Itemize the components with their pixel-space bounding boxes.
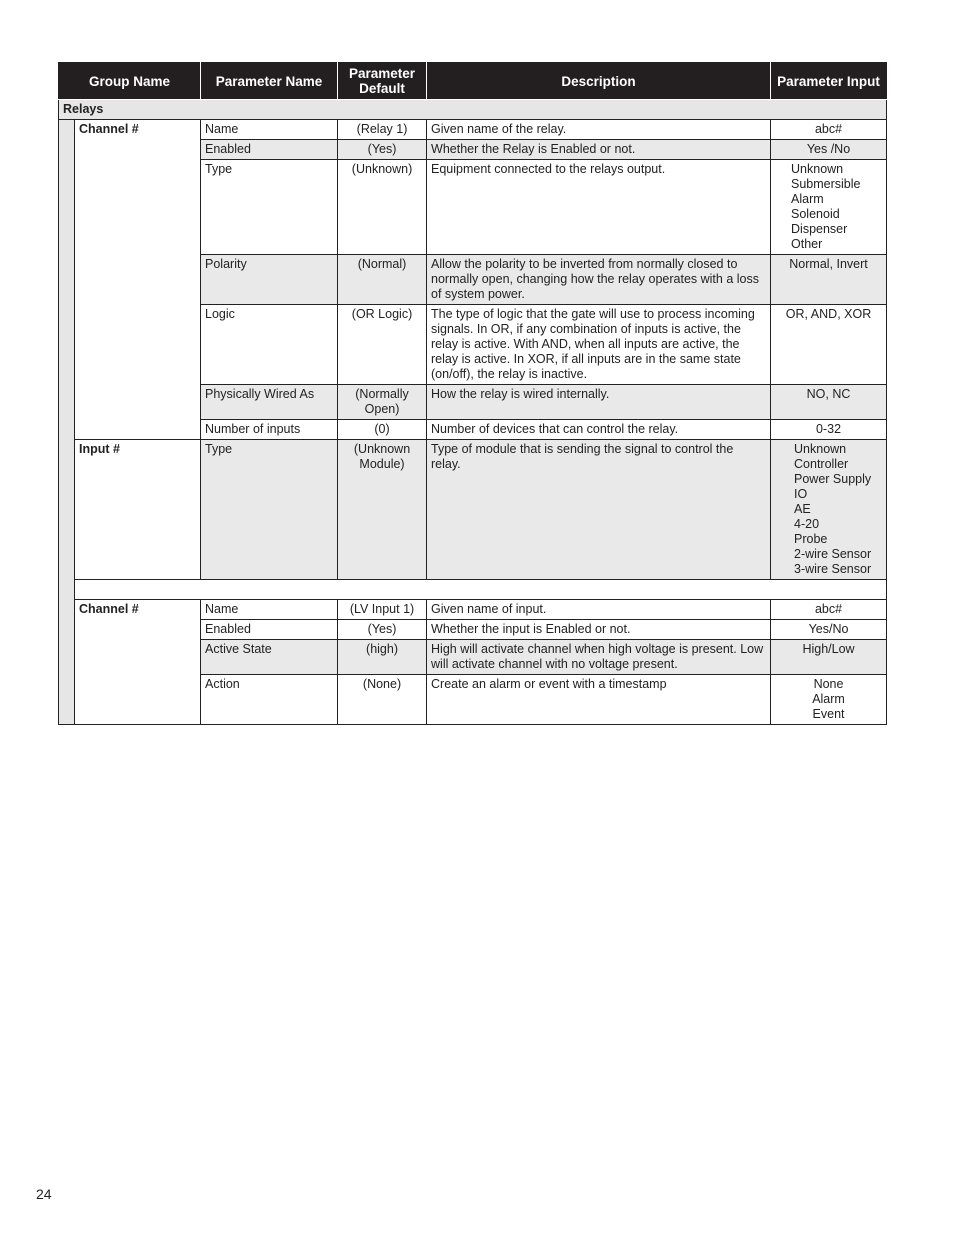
param-input <box>771 440 887 580</box>
param-description: Create an alarm or event with a timestamp <box>427 675 771 725</box>
param-name: Enabled <box>201 140 338 160</box>
param-name: Physically Wired As <box>201 385 338 420</box>
param-description: Type of module that is sending the signal to control the relay. <box>427 440 771 580</box>
param-name: Active State <box>201 640 338 675</box>
option-item: Controller <box>794 457 849 471</box>
param-description: How the relay is wired internally. <box>427 385 771 420</box>
section-row <box>59 100 887 120</box>
param-name: Logic <box>201 305 338 385</box>
option-item: 3-wire Sensor <box>794 562 872 576</box>
param-description: Number of devices that can control the relay. <box>427 420 771 440</box>
param-input: abc# <box>771 600 887 620</box>
option-item: Dispenser <box>791 222 848 236</box>
param-default: (high) <box>338 640 427 675</box>
param-input: Yes /No <box>771 140 887 160</box>
parameter-table <box>58 62 887 725</box>
param-input: abc# <box>771 120 887 140</box>
option-item: Solenoid <box>791 207 840 221</box>
option-item: Other <box>791 237 823 251</box>
param-input: OR, AND, XOR <box>771 305 887 385</box>
table-row <box>59 600 887 620</box>
header-group-name: Group Name <box>59 63 201 100</box>
option-item: Probe <box>794 532 828 546</box>
param-default: (0) <box>338 420 427 440</box>
param-description: Whether the input is Enabled or not. <box>427 620 771 640</box>
option-list <box>775 442 882 577</box>
param-name: Number of inputs <box>201 420 338 440</box>
option-item: 2-wire Sensor <box>794 547 872 561</box>
param-description: Allow the polarity to be inverted from normally closed to normally open, changing how the relay operates with a loss of system power. <box>427 255 771 305</box>
option-item: Power Supply <box>794 472 872 486</box>
option-list <box>775 162 882 252</box>
param-default: (Yes) <box>338 620 427 640</box>
option-item: Alarm <box>791 192 824 206</box>
param-description: High will activate channel when high voltage is present. Low will activate channel with no voltage present. <box>427 640 771 675</box>
group-input: Input # <box>75 440 201 580</box>
param-default: (Unknown) <box>338 160 427 255</box>
param-default: (OR Logic) <box>338 305 427 385</box>
option-item: Alarm <box>812 692 845 706</box>
param-name: Polarity <box>201 255 338 305</box>
option-item: 4-20 <box>794 517 820 531</box>
param-input: High/Low <box>771 640 887 675</box>
param-description: Whether the Relay is Enabled or not. <box>427 140 771 160</box>
group-channel: Channel # <box>75 120 201 440</box>
param-default: (None) <box>338 675 427 725</box>
param-description: Given name of input. <box>427 600 771 620</box>
table-row <box>59 440 887 580</box>
param-description: Equipment connected to the relays output. <box>427 160 771 255</box>
param-input: Yes/No <box>771 620 887 640</box>
param-default: (LV Input 1) <box>338 600 427 620</box>
param-default: (Yes) <box>338 140 427 160</box>
param-input <box>771 675 887 725</box>
param-default: (Unknown Module) <box>338 440 427 580</box>
param-description: Given name of the relay. <box>427 120 771 140</box>
option-item: Event <box>812 707 845 721</box>
section-indent <box>59 120 75 725</box>
option-item: IO <box>794 487 808 501</box>
param-input <box>771 160 887 255</box>
param-input: NO, NC <box>771 385 887 420</box>
option-item: Submersible <box>791 177 861 191</box>
page-number: 24 <box>36 1186 52 1202</box>
param-name: Enabled <box>201 620 338 640</box>
param-input: 0-32 <box>771 420 887 440</box>
table-row <box>59 120 887 140</box>
param-name: Name <box>201 600 338 620</box>
section-relays: Relays <box>59 100 887 120</box>
header-row <box>59 63 887 100</box>
spacer-row <box>59 580 887 600</box>
param-input: Normal, Invert <box>771 255 887 305</box>
param-default: (Normal) <box>338 255 427 305</box>
option-item: Unknown <box>794 442 847 456</box>
option-item: AE <box>794 502 811 516</box>
param-name: Type <box>201 440 338 580</box>
param-name: Type <box>201 160 338 255</box>
group-channel: Channel # <box>75 600 201 725</box>
param-default: (Relay 1) <box>338 120 427 140</box>
param-name: Action <box>201 675 338 725</box>
header-parameter-default: Parameter Default <box>338 63 427 100</box>
param-description: The type of logic that the gate will use to process incoming signals. In OR, if any combination of inputs is active, the relay is active. With AND, when all inputs are active, the relay is active. In XOR, if all inputs are in the same state (on/off), the relay is inactive. <box>427 305 771 385</box>
header-description: Description <box>427 63 771 100</box>
header-parameter-input: Parameter Input <box>771 63 887 100</box>
spacer-cell <box>75 580 887 600</box>
option-item: None <box>813 677 844 691</box>
option-item: Unknown <box>791 162 844 176</box>
param-name: Name <box>201 120 338 140</box>
header-parameter-name: Parameter Name <box>201 63 338 100</box>
param-default: (Normally Open) <box>338 385 427 420</box>
